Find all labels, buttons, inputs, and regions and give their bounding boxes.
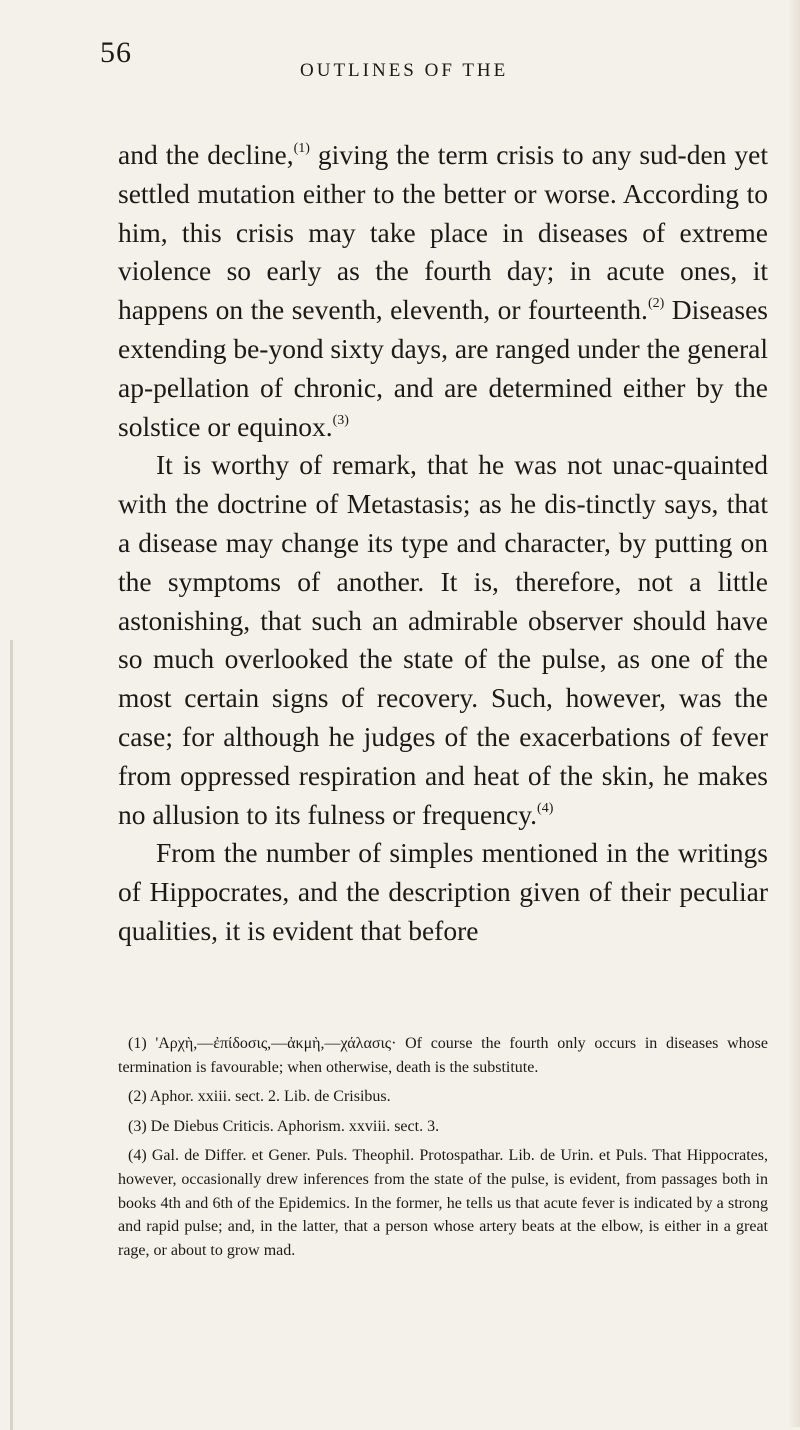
page-edge-shadow [10,640,13,1430]
footnote-marker: (3) [332,412,349,428]
text-run: From the number of simples mentioned in the writings of Hippocrates, and the description given of their peculiar qualities, it is evident that before [118,837,768,946]
body-paragraph [118,446,768,834]
footnotes [118,1032,768,1268]
body-text [118,136,768,951]
page-number: 56 [100,36,132,69]
footnote-marker: (4) [537,800,554,816]
text-run: Diseases extending be-yond sixty days, are ranged under the general ap-pellation of chronic, and are determined either by the solstice or equinox. [118,294,768,442]
text-run: giving the term crisis to any sud-den yet settled mutation either to the better or worse. According to him, this crisis may take place in diseases of extreme violence so early as the fourth day; in acute ones, it happens on the seventh, eleventh, or fourteenth. [118,139,769,326]
footnote-marker: (1) [293,141,310,156]
footnote: (2) Aphor. xxiii. sect. 2. Lib. de Crisibus. [128,1088,391,1106]
body-paragraph [118,834,768,950]
body-paragraph [118,136,768,446]
footnote-marker: (2) [647,296,665,312]
footnote: (4) Gal. de Differ. et Gener. Puls. Theophil. Protospathar. Lib. de Urin. et Puls. That Hippocrates, however, occasionally drew inferences from the state of the pulse, is evident, from passages both in books 4th and 6th of the Epidemics. In the former, he tells us that acute fever is indicated by a strong and rapid pulse; and, in the latter, that a person whose artery beats at the elbow, is either in a great rage, or about to grow mad. [118,1147,768,1259]
footnote: (1) 'Αρχὴ,—ἐπίδοσις,—ἀκμὴ,—χάλασις· Of course the fourth only occurs in diseases whose termination is favourable; when otherwise, death is the substitute. [118,1035,768,1076]
text-run: and the decline, [118,139,294,170]
running-title: OUTLINES OF THE [300,60,509,81]
text-run: It is worthy of remark, that he was not unac-quainted with the doctrine of Metastasis; as he dis-tinctly says, that a disease may change its type and character, by putting on the symptoms of another. It is, therefore, not a little astonishing, that such an admirable observer should have so much overlooked the state of the pulse, as one of the most certain signs of recovery. Such, however, was the case; for although he judges of the exacerbations of fever from oppressed respiration and heat of the skin, he makes no allusion to its fulness or frequency. [118,449,768,830]
page-edge-shadow-right [788,0,800,1427]
footnote: (3) De Diebus Criticis. Aphorism. xxviii. sect. 3. [128,1117,440,1135]
